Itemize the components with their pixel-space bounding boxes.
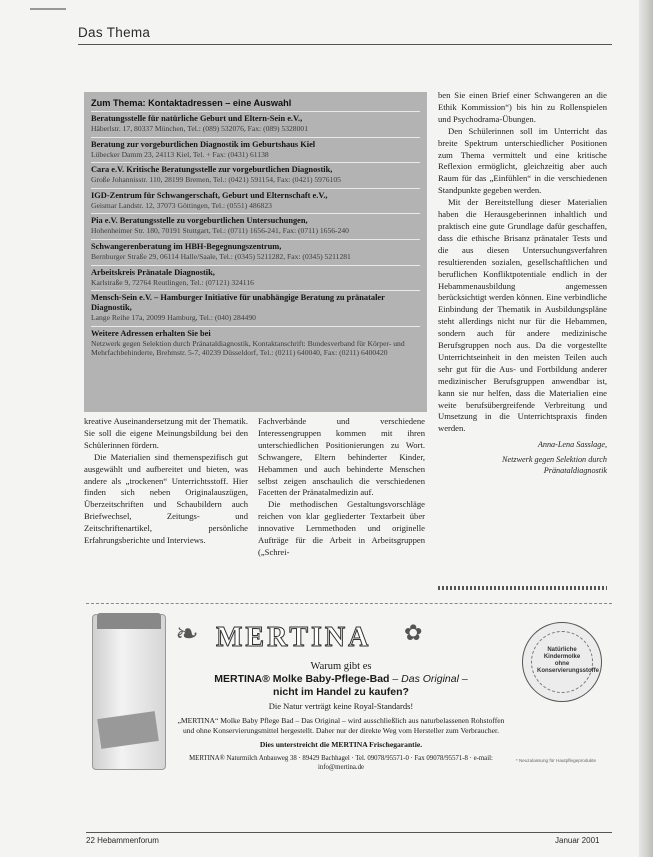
contact-entry-name: Pia e.V. Beratungsstelle zu vorgeburtlichen Untersuchungen, — [91, 216, 308, 226]
paragraph: Die Materialien sind themenspezifisch gut ausgewählt und aufbereitet und bieten, was andere als „trockenen“ Unterrichtsstoff. Hier finden sich neben Originalauszügen, Überzeitschriften und Schaubildern auch Briefwechsel, Zeitungs- und Zeitschriftenartikel, persönliche Erfahrungsberichte und Interviews. — [84, 451, 248, 546]
contact-entry — [91, 162, 420, 188]
section-header: Das Thema — [78, 25, 151, 40]
contact-entry — [91, 188, 420, 214]
contact-entry-address: Häberlstr. 17, 80337 München, Tel.: (089) 532076, Fax: (089) 5328001 — [91, 124, 308, 133]
footer-rule — [86, 832, 612, 833]
contact-entry-address: Lange Reihe 17a, 20099 Hamburg, Tel.: (040) 284490 — [91, 313, 256, 323]
ad-body-2: Dies unterstreicht die MERTINA Frischegarantie. — [259, 740, 423, 749]
contact-entry-name: Beratungsstelle für natürliche Geburt und Eltern-Sein e.V., — [91, 114, 303, 123]
contact-entry-name: Schwangerenberatung im HBH-Begegnungszentrum, — [91, 241, 282, 251]
contact-entry-name: Arbeitskreis Pränatale Diagnostik, — [91, 267, 215, 277]
product-bottle-image — [92, 614, 166, 770]
footer-date: Januar 2001 — [555, 836, 600, 845]
ad-subline: Die Natur verträgt keine Royal-Standards! — [268, 701, 414, 711]
author-signature: Anna-Lena Sasslage, — [537, 440, 607, 450]
quality-seal — [522, 622, 602, 702]
contact-entry-name: Beratung zur vorgeburtlichen Diagnostik im Geburtshaus Kiel — [91, 139, 316, 149]
contact-entry-address: Lübecker Damm 23, 24113 Kiel, Tel. + Fax: (0431) 61138 — [91, 149, 269, 159]
contact-entry — [91, 239, 420, 265]
ad-headline-product: MERTINA® Molke Baby-Pflege-Bad — [214, 673, 390, 685]
text-column-2 — [258, 416, 425, 559]
contact-entry — [91, 326, 420, 361]
paragraph: kreative Auseinandersetzung mit der Thematik. Sie soll die eigene Meinungsbildung bei den Schülerinnen fördern. — [84, 416, 248, 450]
contact-entry-name: Weitere Adressen erhalten Sie bei — [91, 328, 211, 338]
header-rule — [78, 44, 612, 45]
contact-entry — [91, 111, 420, 137]
ad-copy — [176, 660, 506, 772]
contact-box — [84, 92, 427, 412]
bottle-cap — [97, 613, 161, 629]
contact-entry-address: Hohenheimer Str. 180, 70191 Stuttgart, Tel.: (0711) 1656-241, Fax: (0711) 1656-240 — [91, 226, 349, 236]
paragraph: Mit der Bereitstellung dieser Materialien haben die Herausgeberinnen inhaltlich und praktisch eine gute Grundlage dafür geschaffen, dass die ethische Brisanz pränataler Tests und die aus diesen Untersuchungsverfahren resultierenden sozialen, gesellschaftlichen und beruflichen Konfliktpotentiale endlich in der Hebammenausbildung angemessen berücksichtigt werden können. Eine verbindliche Einbindung der Thematik in Ausbildungspläne steht allerdings nicht nur für die Hebammen, sondern auch für andere medizinische Berufsgruppen noch aus. Da die vorgestellte Unterrichtseinheit in den meisten Teilen auch sehr gut für die Aus- und Fortbildung anderer medizinischer Berufsgruppen anwendbar ist, kann sie nur helfen, dass die Materialien eine weite berufsübergreifende Verbreitung und Umsetzung in die Unterrichtspraxis finden werden. — [438, 197, 607, 434]
ad-fineprint: * Neuzulassung für Hautpflegeprodukte — [515, 758, 597, 763]
contact-entry-address: Geismar Landstr. 12, 37073 Göttingen, Tel.: (0551) 486823 — [91, 200, 272, 210]
contact-entry — [91, 137, 420, 163]
ad-headline-original: – Das Original – — [392, 673, 468, 685]
brand-logo: MERTINA — [216, 622, 372, 653]
contact-entry-address: Karlstraße 9, 72764 Reutlingen, Tel.: (07121) 324116 — [91, 277, 254, 287]
stork-logo-icon: ❧ — [175, 618, 199, 649]
ad-address: MERTINA® Naturmilch Anbauweg 38 · 89429 Bachhagel · Tel. 09078/95571-0 · Fax 09078/95571-8 · e-mail: info@mertina.de — [189, 755, 493, 771]
ad-headline-2: nicht im Handel zu kaufen? — [273, 686, 409, 698]
contact-entry-address: Große Johannisstr. 110, 28199 Bremen, Tel.: (0421) 591154, Fax: (0421) 5976105 — [91, 175, 341, 185]
seal-text: Natürliche Kindermolke ohne Konservierungsstoffe — [537, 647, 600, 674]
text-column-1 — [84, 416, 248, 547]
contact-entry-name: Mensch-Sein e.V. – Hamburger Initiative für unabhängige Beratung zu pränataler Diagnostik, — [91, 293, 385, 313]
paragraph: ben Sie einen Brief einer Schwangeren an die Ethik Kommission“) bis hin zu Rollenspielen und Psychodrama-Übungen. — [438, 90, 607, 124]
scan-edge — [639, 0, 653, 857]
contact-entry-address: Bernburger Straße 29, 06114 Halle/Saale, Tel.: (0345) 5211282, Fax: (0345) 5211281 — [91, 251, 351, 261]
paragraph: Fachverbände und verschiedene Interessengruppen kommen mit ihren unterschiedlichen Positionierungen zu Wort. Schwangere, Eltern behinderter Kinder, Hebammen und auch behinderte Menschen selbst zeigen anschaulich die verschiedenen Facetten der Pränatalmedizin auf. — [258, 416, 425, 498]
ad-divider — [86, 603, 612, 604]
paragraph: Die methodischen Gestaltungsvorschläge reichen von klar gegliederter Textarbeit über innovative Lernmethoden und originelle Aufträge für die Arbeit in Arbeitsgruppen („Schrei- — [258, 499, 425, 557]
footer-page-number: 22 Hebammenforum — [86, 836, 159, 845]
text-column-3 — [438, 90, 607, 476]
ad-body: „MERTINA“ Molke Baby Pflege Bad – Das Original – wird ausschließlich aus naturbelassenen Rohstoffen und ohne Konservierungsmittel hergestellt. Daher nur der direkte Weg vom Hersteller zum Verbraucher. — [177, 716, 505, 735]
contact-entry-name: Cara e.V. Kritische Beratungsstelle zur vorgeburtlichen Diagnostik, — [91, 165, 333, 175]
contact-entry-address: Netzwerk gegen Selektion durch Pränataldiagnostik, Kontaktanschrift: Bundesverband für Körper- und Mehrfachbehinderte, Brehmstr. 5-7, 40239 Düsseldorf, Tel.: (0211) 640040, Fax: (0211) 6400420 — [91, 338, 405, 358]
contact-entry — [91, 265, 420, 291]
contact-box-title: Zum Thema: Kontaktadressen – eine Auswahl — [91, 98, 292, 108]
author-organization: Netzwerk gegen Selektion durch Pränataldiagnostik — [502, 455, 607, 476]
paragraph: Den Schülerinnen soll im Unterricht das breite Spektrum unterschiedlicher Positionen zum Thema vermittelt und eine kritische Reflexion ermöglicht, gleichzeitig aber auch Raum für das „Einfühlen“ in die verschiedenen Standpunkte gegeben werden. — [438, 125, 607, 196]
advertisement — [86, 608, 612, 778]
contact-entry-name: IGD-Zentrum für Schwangerschaft, Geburt und Elternschaft e.V., — [91, 190, 328, 200]
header-tick — [30, 8, 66, 10]
flower-icon: ✿ — [404, 620, 423, 645]
bottle-label — [97, 711, 159, 749]
ad-headline — [176, 673, 506, 686]
contact-entry — [91, 213, 420, 239]
contact-entry — [91, 290, 420, 326]
ad-question: Warum gibt es — [310, 661, 372, 672]
dotted-rule — [438, 586, 607, 590]
